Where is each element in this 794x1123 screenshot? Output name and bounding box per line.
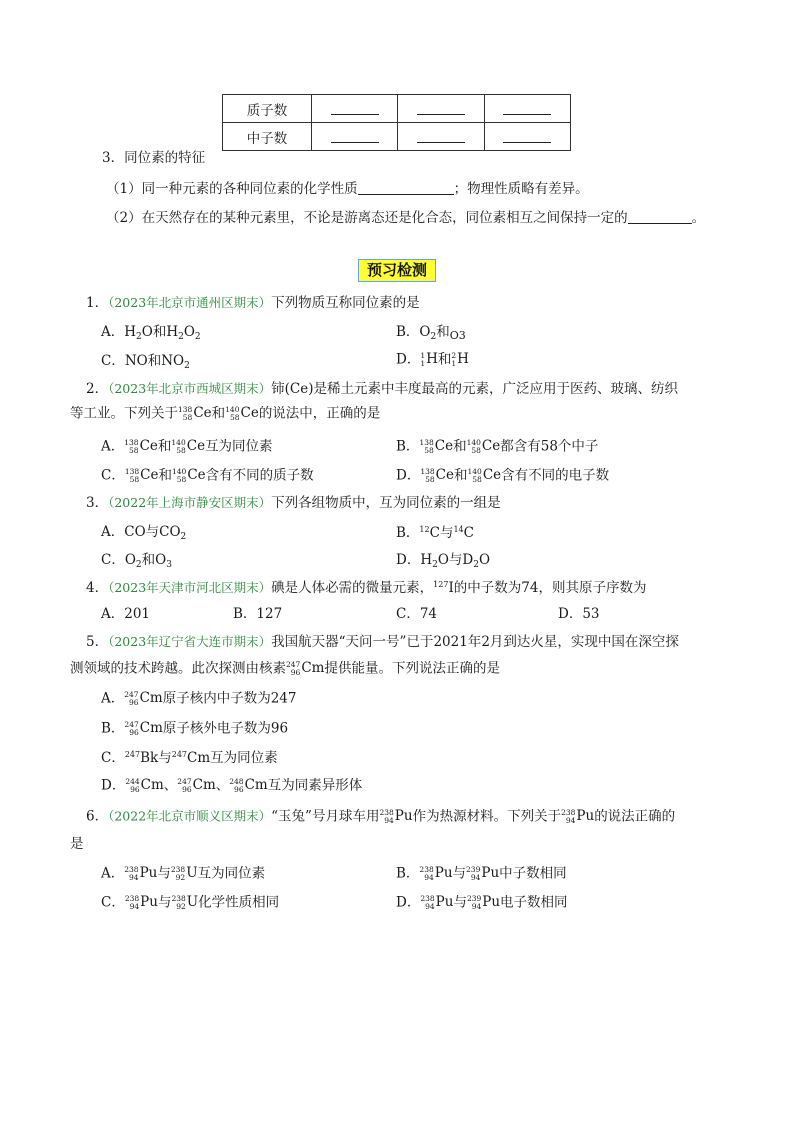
answer-blank	[358, 181, 454, 195]
blank-cell	[312, 123, 398, 151]
section-heading: 3．同位素的特征	[102, 150, 206, 166]
q1-option-b: B．$O_2$和$_{O3}$	[396, 324, 466, 342]
q6-option-b: B． 238 94 Pu 与 239 94 Pu 中子数相同	[396, 865, 567, 882]
q4-option-c: C．74	[396, 606, 438, 622]
blank-cell	[484, 123, 570, 151]
row-label: 中子数	[223, 123, 312, 151]
question-1-stem: 1．（2023年北京市通州区期末）下列物质互称同位素的是	[86, 295, 420, 311]
question-5-stem-cont: 测领域的技术跨越。此次探测由核素 247 96 Cm 提供能量。下列说法正确的是	[70, 660, 500, 677]
q4-option-d: D．53	[558, 606, 600, 622]
q1-option-a: A．$H_2O$和$H_2O_2$	[101, 324, 201, 342]
question-source: （2023年北京市西城区期末）	[108, 381, 272, 396]
q5-option-b: B． 247 96 Cm 原子核外电子数为96	[101, 720, 289, 737]
row-label: 质子数	[223, 95, 312, 123]
q3-option-a: A．CO与$CO_2$	[101, 524, 187, 542]
q6-option-a: A． 238 94 Pu 与 238 92 U 互为同位素	[101, 865, 266, 882]
question-6-stem: 6．（2022年北京市顺义区期末）“玉兔”号月球车用 238 94 Pu 作为热源材料。下列关于 238 94 Pu 的说法正确的	[86, 808, 676, 825]
q5-option-d: D． 244 96 Cm 、 247 96 Cm 、 248 96 Cm 互为同素异形体	[101, 777, 363, 794]
blank-cell	[398, 123, 484, 151]
question-source: （2022年北京市顺义区期末）	[108, 808, 272, 824]
table-row	[223, 95, 571, 123]
question-2-stem-cont: 等工业。下列关于 138 58 Ce 和 140 58 Ce 的说法中，正确的是	[70, 405, 381, 422]
q6-option-d: D． 238 94 Pu 与 239 94 Pu 电子数相同	[396, 894, 568, 911]
q3-option-d: D．$H_2O$与$D_2O$	[396, 552, 491, 570]
question-2-stem: 2．（2023年北京市西城区期末）铈(Ce)是稀土元素中丰度最高的元素，广泛应用于医药、玻璃、纺织	[86, 381, 679, 397]
q3-option-b: B．$^{12}$C与$^{14}$C	[396, 525, 474, 541]
fill-line-1: （1）同一种元素的各种同位素的化学性质 ；物理性质略有差异。	[106, 181, 589, 197]
q1-option-c: C．NO和$NO_2$	[101, 353, 190, 371]
q4-option-b: B．127	[233, 606, 283, 622]
fill-line-2: （2）在天然存在的某种元素里，不论是游离态还是化合态，同位素相互之间保持一定的 。	[106, 210, 706, 226]
blank-cell	[312, 95, 398, 123]
q2-option-a: A． 138 58 Ce 和 140 58 Ce 互为同位素	[101, 438, 273, 455]
q2-option-c: C． 138 58 Ce 和 140 58 Ce 含有不同的质子数	[101, 467, 314, 484]
q3-option-c: C．$O_2$和$O_3$	[101, 552, 172, 570]
q5-option-a: A． 247 96 Cm 原子核内中子数为247	[101, 690, 297, 707]
proton-neutron-table	[222, 94, 571, 151]
table-row	[223, 123, 571, 151]
question-6-stem-cont: 是	[70, 836, 84, 852]
question-5-stem: 5．（2023年辽宁省大连市期末）我国航天器“天问一号”已于2021年2月到达火星，实现中国在深空探	[86, 634, 679, 650]
question-source: （2023年天津市河北区期末）	[108, 580, 272, 595]
question-source: （2023年辽宁省大连市期末）	[108, 634, 272, 649]
q1-option-d: D． 1 1 H 和 2 1 H	[396, 351, 469, 368]
preview-test-banner: 预习检测	[358, 259, 436, 282]
question-source: （2022年上海市静安区期末）	[108, 495, 272, 510]
q6-option-c: C． 238 94 Pu 与 238 92 U 化学性质相同	[101, 894, 280, 911]
q2-option-d: D． 138 58 Ce 和 140 58 Ce 含有不同的电子数	[396, 467, 610, 484]
blank-cell	[398, 95, 484, 123]
q2-option-b: B． 138 58 Ce 和 140 58 Ce 都含有58个中子	[396, 438, 599, 455]
q5-option-c: C．$^{247}$Bk与$^{247}$Cm互为同位素	[101, 750, 278, 766]
question-3-stem: 3．（2022年上海市静安区期末）下列各组物质中，互为同位素的一组是	[86, 495, 501, 511]
answer-blank	[628, 210, 692, 224]
question-4-stem: 4．（2023年天津市河北区期末）碘是人体必需的微量元素，$^{127}$I的中子数为74，则其原子序数为	[86, 580, 647, 596]
q4-option-a: A．201	[101, 606, 151, 622]
question-source: （2023年北京市通州区期末）	[108, 295, 272, 310]
blank-cell	[484, 95, 570, 123]
